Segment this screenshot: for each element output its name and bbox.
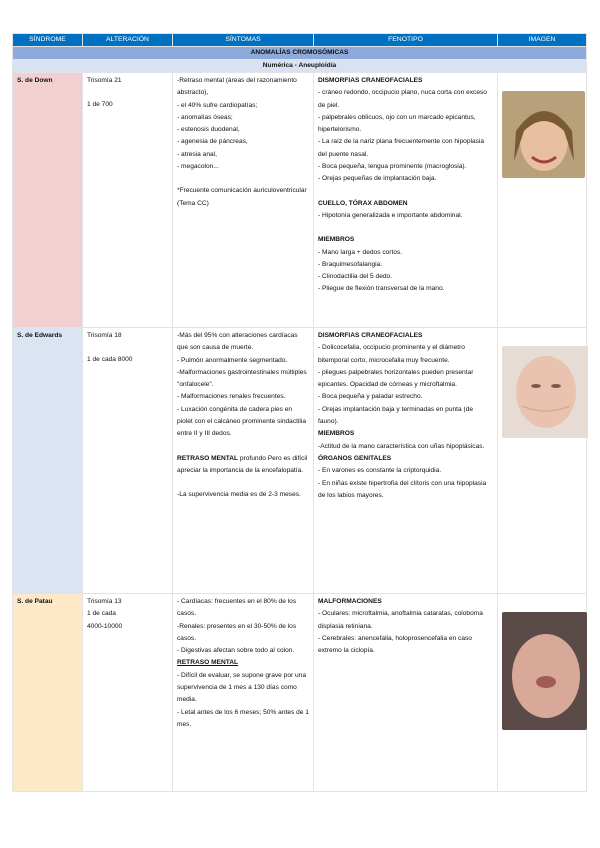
symptom: - estenosis duodenal, xyxy=(177,126,240,134)
phenotype xyxy=(314,73,498,328)
alteration xyxy=(83,594,173,792)
symptoms xyxy=(173,594,314,792)
symptom: - Pulmón anormalmente segmentado. xyxy=(177,356,288,364)
phenotype-item: - Clinodactilia del 5 dedo. xyxy=(318,273,393,281)
col-imagen: IMAGEN xyxy=(498,34,587,47)
symptom-note: *Frecuente comunicación auriculoventricular (Tema CC) xyxy=(177,187,307,207)
symptom: - Letal antes de los 6 meses; 50% antes de 1 mes. xyxy=(177,708,309,728)
phenotype-item: - cráneo redondo, occipucio plano, nuca corta con exceso de piel. xyxy=(318,89,487,109)
row-down xyxy=(13,73,587,328)
phenotype-item: -Actitud de la mano característica con uñas hipoplásicas. xyxy=(318,442,485,450)
symptom: - agenesia de páncreas, xyxy=(177,138,248,146)
syndrome-name: S. de Down xyxy=(13,73,83,328)
incidence: 1 de cada xyxy=(87,610,116,618)
phenotype xyxy=(314,328,498,594)
col-fenotipo: FENOTIPO xyxy=(314,34,498,47)
incidence-range: 4000-10000 xyxy=(87,622,123,630)
phenotype-item: - Orejas implantación baja y terminadas en punta (de fauno). xyxy=(318,405,474,426)
phenotype-item: - pliegues palpebrales horizontales pueden presentar epicantes. Opacidad de córneas y microftalmia. xyxy=(318,368,474,389)
symptom: -Retraso mental (áreas del razonamiento abstracto), xyxy=(177,77,297,97)
phenotype-heading: MIEMBROS xyxy=(318,430,355,438)
col-sindrome: SÍNDROME xyxy=(13,34,83,47)
section-title: ANOMALÍAS CROMOSÓMICAS xyxy=(13,47,587,60)
phenotype-item: - Orejas pequeñas de implantación baja. xyxy=(318,175,437,183)
phenotype-item: - Boca pequeña y paladar estrecho. xyxy=(318,393,423,401)
symptom: -Más del 95% con alteraciones cardíacas que son causa de muerte. xyxy=(177,332,298,352)
symptom: - anomalías óseas; xyxy=(177,113,233,121)
phenotype-item: - Pliegue de flexión transversal de la mano. xyxy=(318,285,445,293)
subsection-title: Numérica - Aneuploidía xyxy=(13,60,587,73)
symptom: -Malformaciones gastrointestinales múltiples "onfalocele". xyxy=(177,368,307,389)
symptom: - Cardíacas: frecuentes en el 80% de los casos. xyxy=(177,598,297,618)
phenotype-item: - palpebrales oblicuos, ojo con un marcado epicantus, hipertelorismo. xyxy=(318,113,476,134)
image-cell xyxy=(498,73,587,328)
col-alteracion: ALTERACIÓN xyxy=(83,34,173,47)
alteration-type: Trisomía 18 xyxy=(87,332,122,339)
syndrome-name: S. de Patau xyxy=(13,594,83,792)
patau-syndrome-photo xyxy=(502,612,587,730)
image-cell xyxy=(498,594,587,792)
incidence: 1 de cada 8000 xyxy=(87,356,133,364)
phenotype-item: - Dolicocefalia, occipucio prominente y el diámetro bitemporal corto, microcefalia muy frecuente. xyxy=(318,344,465,364)
retraso-label: RETRASO MENTAL xyxy=(177,454,239,462)
phenotype-heading: ÓRGANOS GENITALES xyxy=(318,454,392,462)
retraso-heading: RETRASO MENTAL xyxy=(177,659,239,667)
symptom: - Digestivas afectan sobre todo al colon. xyxy=(177,647,295,655)
alteration-type: Trisomía 21 xyxy=(87,77,122,84)
alteration xyxy=(83,328,173,594)
phenotype-item: - Cerebrales: anencefalia, holoprosencefalia en caso extremo la ciclopía. xyxy=(318,634,472,655)
symptom: -Renales: presentes en el 30-50% de los casos. xyxy=(177,622,297,642)
phenotype-heading: MALFORMACIONES xyxy=(318,598,382,605)
phenotype-heading: DISMORFIAS CRANEOFACIALES xyxy=(318,332,423,339)
phenotype-item: - En niñas existe hipertrofia del clítoris con una hipoplasia de los labios mayores. xyxy=(318,479,487,499)
phenotype-item: - Hipotonía generalizada e importante abdominal. xyxy=(318,211,463,219)
symptom: - atresia anal, xyxy=(177,150,217,158)
symptoms xyxy=(173,73,314,328)
symptoms xyxy=(173,328,314,594)
syndrome-name: S. de Edwards xyxy=(13,328,83,594)
survival: -La supervivencia media es de 2-3 meses. xyxy=(177,491,301,499)
alteration xyxy=(83,73,173,328)
symptom: - Malformaciones renales frecuentes. xyxy=(177,393,286,401)
edwards-syndrome-photo xyxy=(502,346,588,438)
symptom: - Luxación congénita de cadera pies en piolet con el calcáneo prominente sindactilia entre II y III dedos. xyxy=(177,405,307,438)
col-sintomas: SÍNTOMAS xyxy=(173,34,314,47)
alteration-type: Trisomía 13 xyxy=(87,598,122,605)
phenotype-item: - Mano larga + dedos cortos. xyxy=(318,248,403,256)
down-syndrome-photo xyxy=(502,91,585,178)
phenotype-item: - Oculares: microftalmia, anoftalmia cataratas, coloboma displasia retiniana. xyxy=(318,610,483,630)
phenotype-item: - En varones es constante la criptorquidia. xyxy=(318,467,442,475)
row-patau xyxy=(13,594,587,792)
phenotype-heading: CUELLO, TÓRAX ABDOMEN xyxy=(318,199,408,207)
retraso-text: profundo Pero es difícil apreciar la importancia de la encefalopatía. xyxy=(177,454,308,474)
syndromes-table xyxy=(12,33,587,792)
phenotype-heading: DISMORFIAS CRANEOFACIALES xyxy=(318,77,423,84)
phenotype-heading: MIEMBROS xyxy=(318,236,355,244)
image-cell xyxy=(498,328,587,594)
phenotype xyxy=(314,594,498,792)
phenotype-item: - Boca pequeña, lengua prominente (macroglosia). xyxy=(318,163,467,171)
row-edwards xyxy=(13,328,587,594)
symptom: - megacolon... xyxy=(177,163,219,171)
phenotype-item: - Braquimesofalangia. xyxy=(318,260,383,268)
phenotype-item: - La raíz de la nariz plana frecuentemente con hipoplasia del puente nasal. xyxy=(318,138,485,158)
symptom: - el 40% sufre cardiopatías; xyxy=(177,101,258,109)
symptom: - Difícil de evaluar, se supone grave por una supervivencia de 1 mes a 130 días como media. xyxy=(177,671,307,704)
incidence: 1 de 700 xyxy=(87,101,113,109)
header-row xyxy=(13,34,587,47)
mental-retardation xyxy=(177,453,309,478)
